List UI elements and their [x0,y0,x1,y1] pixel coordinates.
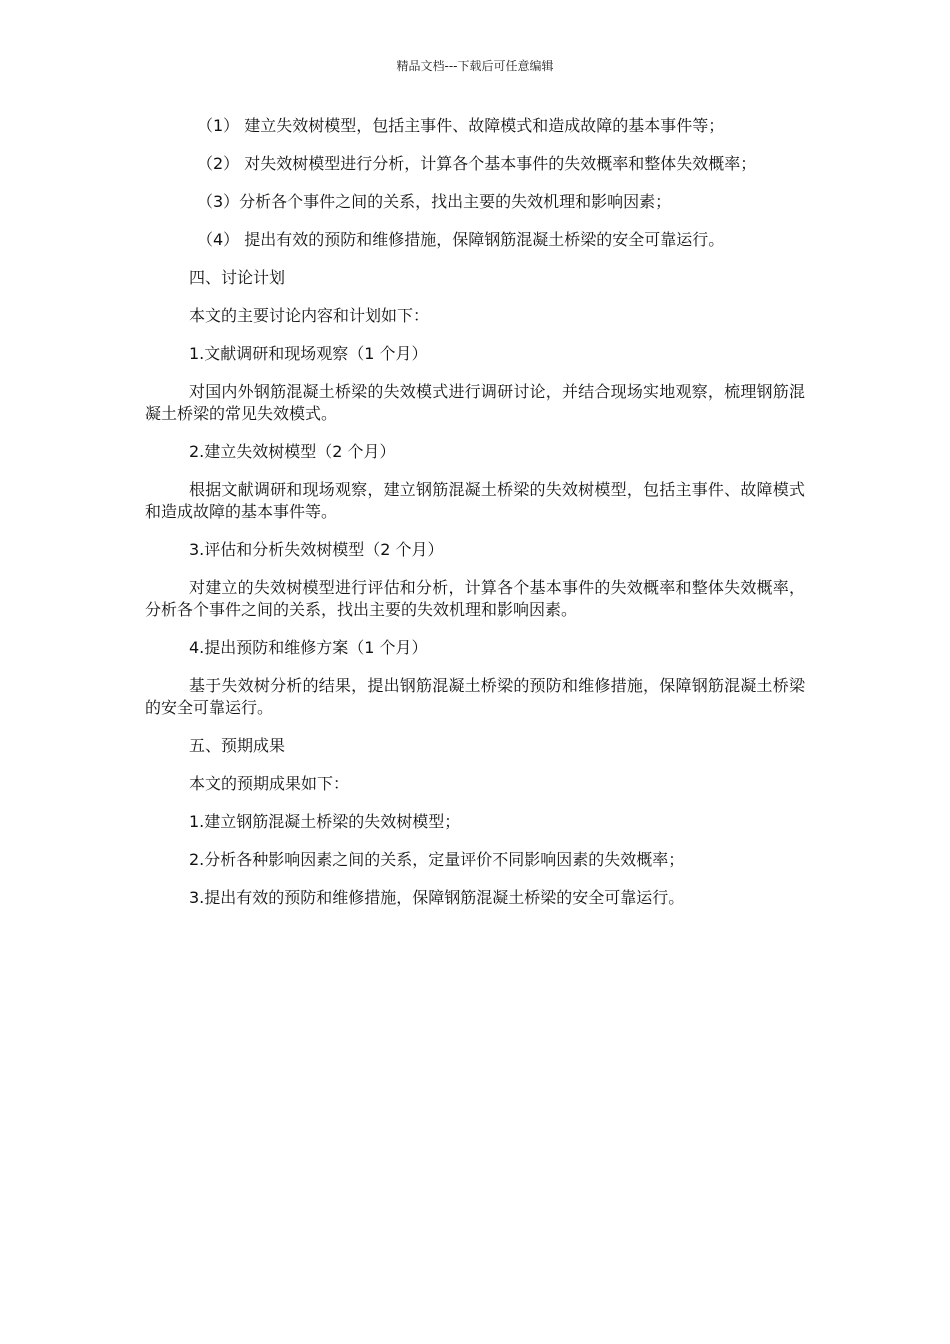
paragraph: 本文的主要讨论内容和计划如下： [189,306,430,325]
paragraph: （2） 对失效树模型进行分析，计算各个基本事件的失效概率和整体失效概率； [197,154,757,173]
paragraph: 基于失效树分析的结果，提出钢筋混凝土桥梁的预防和维修措施，保障钢筋混凝土桥梁的安全可靠运行。 [145,676,805,717]
paragraph: （4） 提出有效的预防和维修措施，保障钢筋混凝土桥梁的安全可靠运行。 [197,230,725,249]
section-heading: 四、讨论计划 [189,268,286,287]
paragraph: 本文的预期成果如下： [189,774,350,793]
plan-item-heading: 3.评估和分析失效树模型（2 个月） [189,540,444,559]
page-header: 精品文档---下载后可任意编辑 [396,59,554,73]
list-item: 1.建立钢筋混凝土桥梁的失效树模型； [189,812,461,831]
paragraph: 对国内外钢筋混凝土桥梁的失效模式进行调研讨论，并结合现场实地观察，梳理钢筋混凝土桥梁的常见失效模式。 [145,382,805,423]
list-item: 2.分析各种影响因素之间的关系，定量评价不同影响因素的失效概率； [189,850,685,869]
paragraph: 根据文献调研和现场观察，建立钢筋混凝土桥梁的失效树模型，包括主事件、故障模式和造成故障的基本事件等。 [145,480,805,521]
paragraph: （1） 建立失效树模型，包括主事件、故障模式和造成故障的基本事件等； [197,116,725,135]
list-item: 3.提出有效的预防和维修措施，保障钢筋混凝土桥梁的安全可靠运行。 [189,888,685,907]
plan-item-heading: 2.建立失效树模型（2 个月） [189,442,396,461]
paragraph: （3）分析各个事件之间的关系，找出主要的失效机理和影响因素； [197,192,672,211]
document-body [145,115,805,925]
plan-item-heading: 4.提出预防和维修方案（1 个月） [189,638,428,657]
plan-item-heading: 1.文献调研和现场观察（1 个月） [189,344,428,363]
section-heading: 五、预期成果 [189,736,286,755]
paragraph: 对建立的失效树模型进行评估和分析，计算各个基本事件的失效概率和整体失效概率，分析各个事件之间的关系，找出主要的失效机理和影响因素。 [145,578,805,619]
